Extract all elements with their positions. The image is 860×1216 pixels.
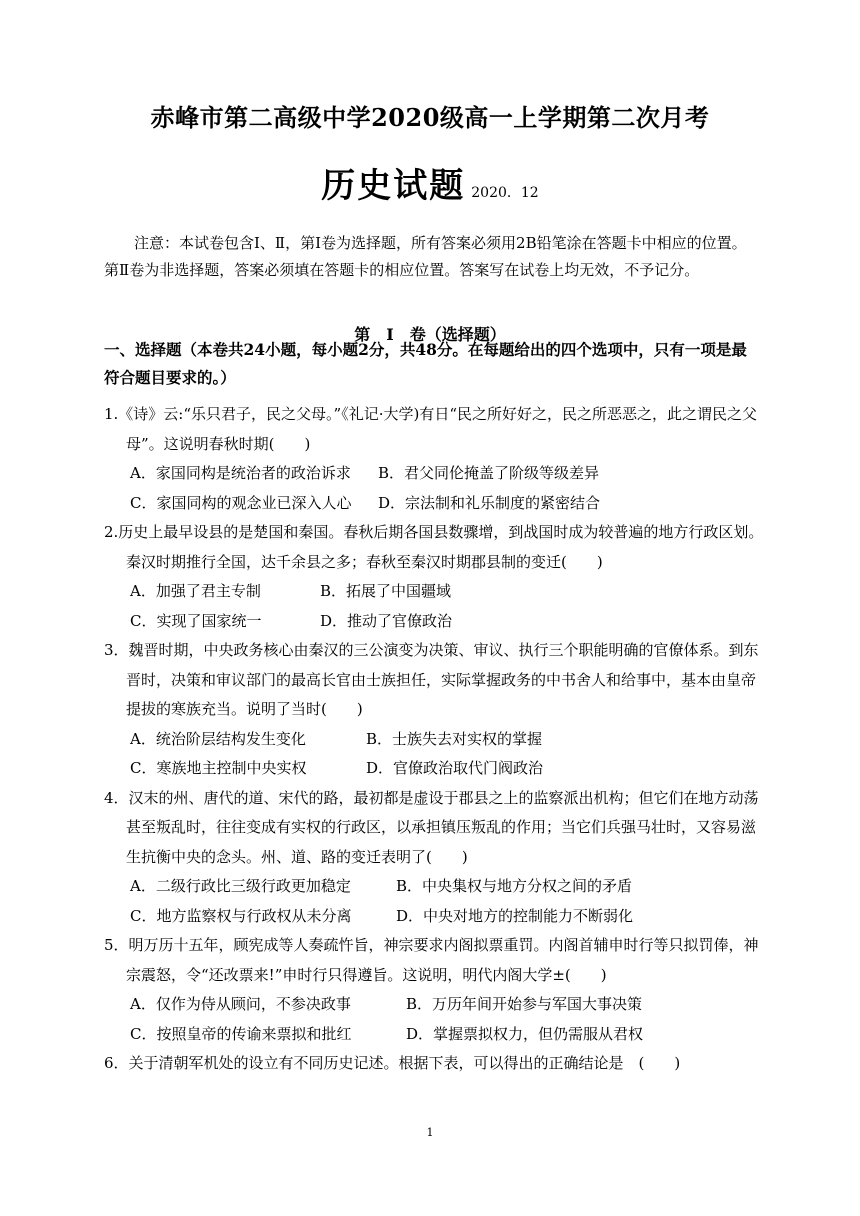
question-6 xyxy=(104,1049,768,1079)
option-row xyxy=(104,990,768,1020)
question-stem: 5．明万历十五年，顾宪成等人奏疏忤旨，神宗要求内阁拟票重罚。内阁首辅申时行等只拟罚俸，神宗震怒，令“还改票来!”申时行只得遵旨。这说明，明代内阁大学±( ) xyxy=(104,936,759,984)
notice-text: 注意：本试卷包含Ⅰ、Ⅱ，第Ⅰ卷为选择题，所有答案必须用2B铅笔涂在答题卡中相应的位置。第Ⅱ卷为非选择题，答案必须填在答题卡的相应位置。答案写在试卷上均无效，不予记分。 xyxy=(104,234,747,279)
option-row xyxy=(104,754,768,784)
option-row xyxy=(104,1020,768,1050)
school-title: 赤峰市第二高级中学2020级高一上学期第二次月考 xyxy=(150,103,710,132)
option-a[interactable]: A．二级行政比三级行政更加稳定 xyxy=(130,877,351,895)
question-3 xyxy=(104,636,768,784)
question-5 xyxy=(104,931,768,1049)
question-2 xyxy=(104,518,768,636)
option-b[interactable]: B．君父同伦掩盖了阶级等级差异 xyxy=(378,464,600,482)
option-row xyxy=(104,725,768,755)
option-b[interactable]: B．万历年间开始参与军国大事决策 xyxy=(406,995,643,1013)
option-row xyxy=(104,489,768,519)
option-d[interactable]: D．推动了官僚政治 xyxy=(320,611,453,630)
question-stem: 1.《诗》云:“乐只君子，民之父母。”《礼记·大学)有日“民之所好好之，民之所恶恶之，此之谓民之父母”。这说明春秋时期( ) xyxy=(104,405,757,453)
part-title: 一、选择题（本卷共24小题，每小题2分，共48分。在每题给出的四个选项中，只有一项是最符合题目要求的。） xyxy=(104,340,747,387)
option-c[interactable]: C．实现了国家统一 xyxy=(130,611,262,630)
subject-title: 历史试题 xyxy=(321,166,466,206)
option-d[interactable]: D．掌握票拟权力，但仍需服从君权 xyxy=(406,1024,644,1043)
option-d[interactable]: D．中央对地方的控制能力不断弱化 xyxy=(396,906,634,925)
option-row xyxy=(104,607,768,637)
option-a[interactable]: A．家国同构是统治者的政治诉求 xyxy=(130,464,351,482)
page-number: 1 xyxy=(426,1126,434,1139)
option-row xyxy=(104,902,768,932)
option-row xyxy=(104,459,768,489)
option-c[interactable]: C．寒族地主控制中央实权 xyxy=(130,759,307,777)
subject-title-line xyxy=(0,158,860,207)
question-stem: 3．魏晋时期，中央政务核心由秦汉的三公演变为决策、审议、执行三个职能明确的官僚体系。到东晋时，决策和审议部门的最高长官由士族担任，实际掌握政务的中书舍人和给事中，基本由皇帝提拔的寒族充当。说明了当时( ) xyxy=(104,641,759,718)
option-d[interactable]: D．宗法制和礼乐制度的紧密结合 xyxy=(378,493,601,512)
option-c[interactable]: C．地方监察权与行政权从未分离 xyxy=(130,906,352,925)
question-1 xyxy=(104,400,768,518)
option-a[interactable]: A．加强了君主专制 xyxy=(130,582,261,600)
question-list xyxy=(104,400,768,1079)
option-d[interactable]: D．官僚政治取代门阀政治 xyxy=(366,759,544,777)
option-a[interactable]: A．统治阶层结构发生变化 xyxy=(130,729,306,748)
option-row xyxy=(104,872,768,902)
option-row xyxy=(104,577,768,607)
question-4 xyxy=(104,784,768,932)
option-b[interactable]: B．拓展了中国疆域 xyxy=(320,582,452,600)
option-b[interactable]: B．士族失去对实权的掌握 xyxy=(366,729,543,748)
question-stem: 4．汉末的州、唐代的道、宋代的路，最初都是虚设于郡县之上的监察派出机构；但它们在地方动荡甚至叛乱时，往往变成有实权的行政区，以承担镇压叛乱的作用；当它们兵强马壮时，又容易滋生抗衡中央的念头。州、道、路的变迁表明了( ) xyxy=(104,788,759,866)
option-c[interactable]: C．按照皇帝的传谕来票拟和批红 xyxy=(130,1024,352,1043)
question-stem: 2.历史上最早设县的是楚国和秦国。春秋后期各国县数骤增，到战国时成为较普遍的地方行政区划。秦汉时期推行全国，达千余县之多；春秋至秦汉时期郡县制的变迁( ) xyxy=(104,523,764,571)
option-b[interactable]: B．中央集权与地方分权之间的矛盾 xyxy=(396,877,633,895)
question-stem: 6．关于清朝军机处的设立有不同历史记述。根据下表，可以得出的正确结论是 ( ) xyxy=(104,1054,681,1072)
option-c[interactable]: C．家国同构的观念业已深入人心 xyxy=(130,493,352,512)
exam-date: 2020．12 xyxy=(471,185,539,201)
section-title: 第 Ⅰ 卷（选择题） xyxy=(354,325,506,344)
option-a[interactable]: A．仅作为侍从顾问，不参决政事 xyxy=(130,995,351,1013)
